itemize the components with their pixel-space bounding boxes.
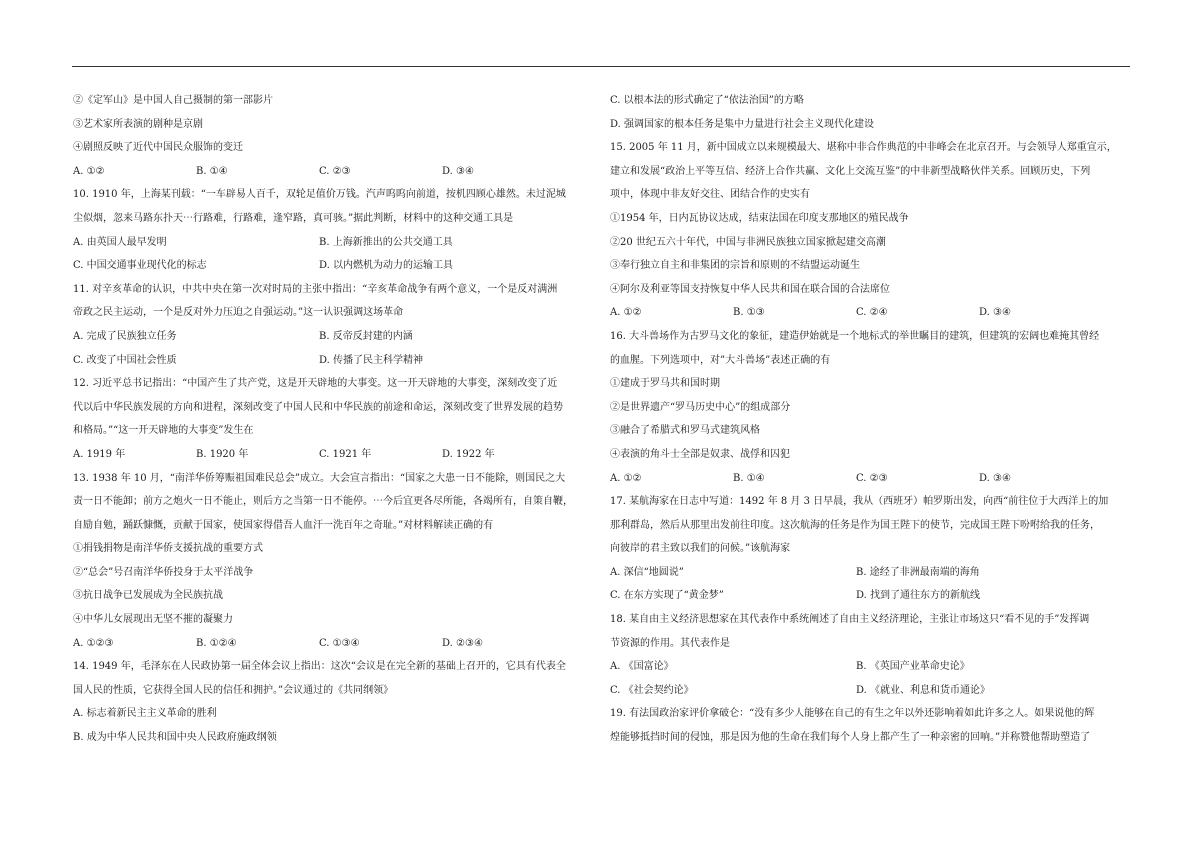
q18-options-row2 [610,679,1130,703]
option: D. 传播了民主科学精神 [319,354,424,366]
q17-options-row1 [610,561,1130,585]
text-line: 自励自勉，踊跃慷慨，贡献于国家，使国家得借吾人血汗一洗百年之奇耻。”对材料解读正确的有 [73,519,494,531]
q12-options [73,443,593,467]
text-line: ②“总会”号召南洋华侨投身于太平洋战争 [73,566,254,578]
text-line: ②是世界遗产“罗马历史中心”的组成部分 [610,401,791,413]
option: D. 《就业、利息和货币通论》 [856,684,991,696]
text-line: ③抗日战争已发展成为全民族抗战 [73,590,223,602]
option: D. ②③④ [442,637,483,649]
question-13-text: 13. 1938 年 10 月，“南洋华侨筹赈祖国难民总会”成立。大会宣言指出：“国家之大患一日不能除，则国民之大 [73,472,566,484]
option: D. 1922 年 [442,448,495,460]
text-line: 责一日不能卸；前方之炮火一日不能止，则后方之当第一日不能停。⋯今后宜更各尽所能，各竭所有，自策自鞭， [73,496,573,508]
text-line: 那利群岛，然后从那里出发前往印度。这次航海的任务是作为国王陛下的使节，完成国王陛下吩咐给我的任务， [610,519,1100,531]
text-line: 尘似烟，忽来马路东扑天⋯行路难，行路难，逢窄路，真可骇。”据此判断，材料中的这种交通工具是 [73,212,514,224]
q9-options [73,160,593,184]
question-18-text: 18. 某自由主义经济思想家在其代表作中系统阐述了自由主义经济理论，主张让市场这只“看不见的手”发挥调 [610,614,1090,626]
text-line: 的血腥。下列选项中，对”大斗兽场”表述正确的有 [610,354,831,366]
option: D. 找到了通往东方的新航线 [856,590,981,602]
text-line: 帝政之民主运动，一个是反对外力压迫之自强运动。”这一认识强调这场革命 [73,307,404,319]
option: B. 上海新推出的公共交通工具 [319,236,453,248]
text-line: 向彼岸的君主致以我们的问候。”该航海家 [610,543,791,555]
option: A. 深信“地圆说” [610,566,684,578]
text-line: ③融合了希腊式和罗马式建筑风格 [610,425,760,437]
question-19-text: 19. 有法国政治家评价拿破仑：“没有多少人能够在自己的有生之年以外还影响着如此许多之人。如果说他的辉 [610,708,1095,720]
q11-options-row2 [73,349,593,373]
question-16-text: 16. 大斗兽场作为古罗马文化的象征，建造伊始就是一个地标式的举世瞩目的建筑，但建筑的宏阔也难掩其曾经 [610,330,1100,342]
question-15-text: 15. 2005 年 11 月，新中国成立以来规模最大、堪称中非合作典范的中非峰会在北京召开。与会领导人郑重宣示， [610,142,1117,154]
option: D. ③④ [979,307,1011,319]
text-line: 项中，体现中非友好交往、团结合作的史实有 [610,189,810,201]
q17-options-row2 [610,584,1130,608]
option: B. 成为中华人民共和国中央人民政府施政纲领 [73,732,277,744]
text-line: ④表演的角斗士全部是奴隶、战俘和囚犯 [610,448,790,460]
option: A. 完成了民族独立任务 [73,330,177,342]
text-line: ③艺术家所表演的剧种是京剧 [73,118,203,130]
option: D. ③④ [442,165,474,177]
option: C. ②③ [319,165,351,177]
right-column [610,89,1130,750]
q16-options [610,467,1130,491]
question-17-text: 17. 某航海家在日志中写道：1492 年 8 月 3 日早晨，我从（西班牙）帕罗斯出发，向西“前往位于大西洋上的加 [610,496,1109,508]
option: C. ①③④ [319,637,360,649]
option: A. ①② [610,472,642,484]
text-line: ①1954 年，日内瓦协议达成，结束法国在印度支那地区的殖民战争 [610,212,909,224]
option: D. 强调国家的根本任务是集中力量进行社会主义现代化建设 [610,118,875,130]
text-line: 建立和发展“政治上平等互信、经济上合作共赢、文化上交流互鉴”的中非新型战略伙伴关系。回顾历史，下列 [610,165,1091,177]
q18-options-row1 [610,655,1130,679]
text-line: 节资源的作用。其代表作是 [610,637,730,649]
option: A. 标志着新民主主义革命的胜利 [73,708,217,720]
text-line: ③奉行独立自主和非集团的宗旨和原则的不结盟运动诞生 [610,260,860,272]
question-12-text: 12. 习近平总书记指出：“中国产生了共产党，这是开天辟地的大事变。这一开天辟地的大事变，深刻改变了近 [73,378,558,390]
option: A. 1919 年 [73,448,126,460]
q11-options-row1 [73,325,593,349]
text-line: 代以后中华民族发展的方向和进程，深刻改变了中国人民和中华民族的前途和命运，深刻改变了世界发展的趋势 [73,401,563,413]
question-14-text: 14. 1949 年，毛泽东在人民政协第一届全体会议上指出：这次“会议是在完全新的基础上召开的，它具有代表全 [73,661,566,673]
option: D. ③④ [979,472,1011,484]
option: C. 1921 年 [319,448,372,460]
text-line: ④中华儿女展现出无坚不摧的凝聚力 [73,614,233,626]
option: A. ①② [610,307,642,319]
option: C. ②③ [856,472,888,484]
header-rule [72,66,1130,67]
option: B. ①④ [196,165,228,177]
option: C. 改变了中国社会性质 [73,354,177,366]
q15-options [610,301,1130,325]
option: B. ①②④ [196,637,237,649]
q10-options-row1 [73,231,593,255]
text-line: 煌能够抵挡时间的侵蚀，那是因为他的生命在我们每个人身上都产生了一种亲密的回响。”并称赞他帮助塑造了 [610,732,1091,744]
option: B. 途经了非洲最南端的海角 [856,566,980,578]
option: C. 在东方实现了“黄金梦” [610,590,724,602]
option: C. 以根本法的形式确定了“依法治国”的方略 [610,95,804,106]
option: A. ①②③ [73,637,114,649]
text-line: ①建成于罗马共和国时期 [610,378,720,390]
option: D. 以内燃机为动力的运输工具 [319,260,454,272]
option: C. ②④ [856,307,888,319]
text-line: ④阿尔及利亚等国支持恢复中华人民共和国在联合国的合法席位 [610,283,890,295]
option: B. ①③ [733,307,765,319]
option: A. 由英国人最早发明 [73,236,167,248]
left-column [73,89,593,750]
option: C. 《社会契约论》 [610,684,694,696]
text-line: 国人民的性质，它获得全国人民的信任和拥护。”会议通过的《共同纲领》 [73,684,394,696]
question-11-text: 11. 对辛亥革命的认识，中共中央在第一次对时局的主张中指出：“辛亥革命战争有两个意义，一个是反对满洲 [73,283,558,295]
option: A. 《国富论》 [610,661,674,673]
option: A. ①② [73,165,105,177]
text-line: ①捐钱捐物是南洋华侨支援抗战的重要方式 [73,543,263,555]
option: B. 反帝反封建的内涵 [319,330,413,342]
q13-options [73,632,593,656]
text-line: ②《定军山》是中国人自己摄制的第一部影片 [73,95,273,106]
option: C. 中国交通事业现代化的标志 [73,260,207,272]
text-line: ②20 世纪五六十年代，中国与非洲民族独立国家掀起建交高潮 [610,236,886,248]
option: B. ①④ [733,472,765,484]
text-line: 和格局。”“这一开天辟地的大事变”发生在 [73,425,254,437]
text-line: ④剧照反映了近代中国民众服饰的变迁 [73,142,243,154]
option: B. 1920 年 [196,448,249,460]
question-10-text: 10. 1910 年，上海某刊载：“一车辟易人百千，双轮足值价万钱。汽声呜呜向前道，按机四顾心雄然。未过泥城 [73,189,566,201]
q10-options-row2 [73,254,593,278]
option: B. 《英国产业革命史论》 [856,661,970,673]
